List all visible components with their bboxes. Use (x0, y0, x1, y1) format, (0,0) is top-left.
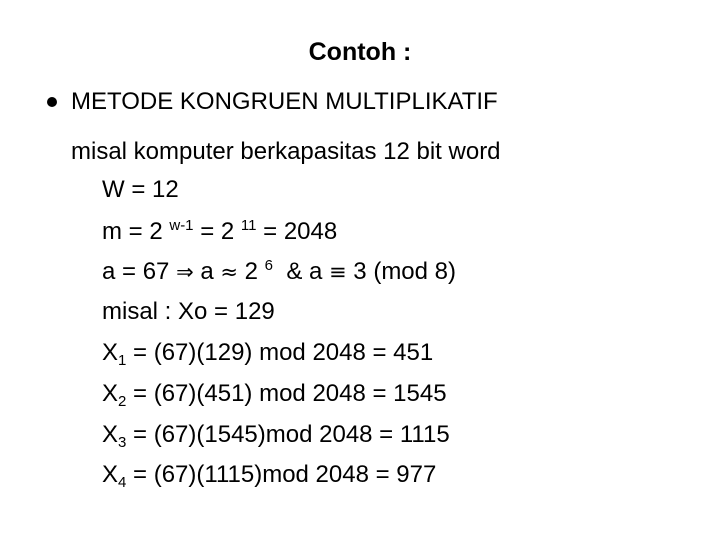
m-line-part3: = 2048 (256, 218, 338, 245)
w-line: W = 12 (102, 176, 179, 203)
iteration-var: X (102, 461, 119, 488)
iteration-sub: 1 (118, 352, 127, 369)
a-line (102, 257, 456, 287)
seed-line: misal : Xo = 129 (102, 298, 275, 325)
slide-title: Contoh : (308, 38, 412, 66)
iteration-line-2 (102, 379, 447, 409)
iteration-line-1 (102, 338, 433, 368)
iteration-sub: 2 (118, 393, 127, 410)
a-line-part1: a = 67 (102, 258, 177, 285)
a-line-part4: & a (273, 258, 330, 285)
a-line-exp: 6 (264, 257, 273, 274)
a-line-part3: 2 (237, 258, 265, 285)
iteration-sub: 3 (118, 434, 127, 451)
m-line (102, 217, 337, 247)
m-line-part1: m = 2 (102, 218, 170, 245)
implies-symbol: ⇒ (176, 260, 194, 284)
iteration-expr: = (67)(1545)mod 2048 = 1115 (126, 421, 450, 448)
iteration-line-3 (102, 420, 450, 450)
iteration-expr: = (67)(1115)mod 2048 = 977 (126, 461, 437, 488)
approx-symbol: ≈ (220, 260, 238, 284)
iteration-var: X (102, 339, 119, 366)
a-line-part2: a (193, 258, 221, 285)
intro-text: misal komputer berkapasitas 12 bit word (71, 138, 501, 165)
bullet-heading: METODE KONGRUEN MULTIPLIKATIF (71, 88, 498, 115)
iteration-expr: = (67)(451) mod 2048 = 1545 (126, 380, 447, 407)
congruent-symbol: ≡ (329, 260, 347, 284)
iteration-expr: = (67)(129) mod 2048 = 451 (126, 339, 434, 366)
iteration-var: X (102, 380, 119, 407)
a-line-part5: 3 (mod 8) (346, 258, 457, 285)
iteration-sub: 4 (118, 474, 127, 491)
iteration-var: X (102, 421, 119, 448)
iteration-line-4 (102, 460, 436, 490)
m-line-exp2: 11 (240, 217, 257, 234)
m-line-exp1: w-1 (169, 217, 194, 234)
m-line-part2: = 2 (193, 218, 241, 245)
bullet-dot-icon (47, 97, 57, 107)
